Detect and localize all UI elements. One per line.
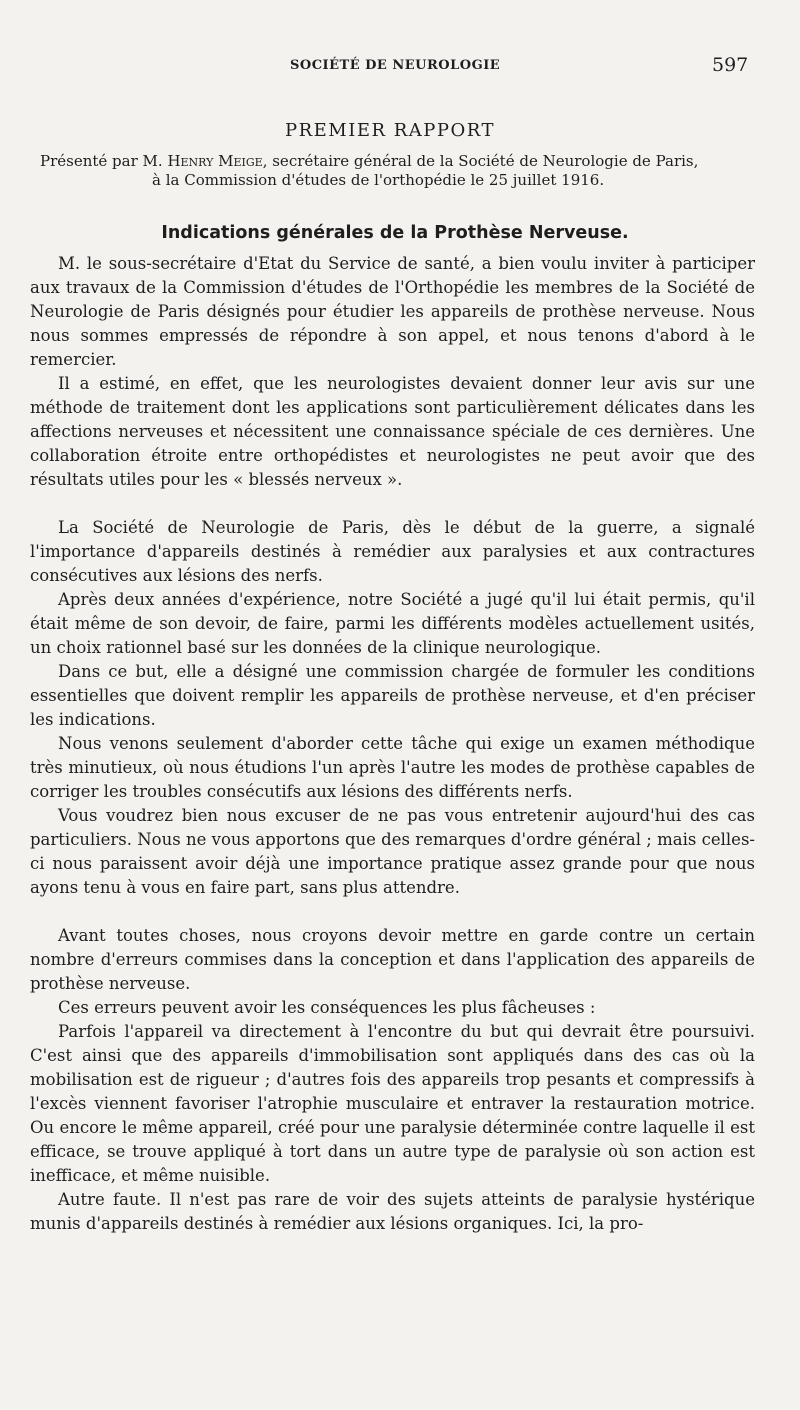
paragraph: Dans ce but, elle a désigné une commission chargée de formuler les conditions essentielles que doivent remplir les appareils de prothèse nerveuse, et d'en préciser les indications.: [30, 662, 755, 729]
paragraph: Avant toutes choses, nous croyons devoir mettre en garde contre un certain nombre d'erreurs commises dans la conception et dans l'application des appareils de prothèse nerveuse.: [30, 926, 755, 993]
section-heading: Indications générales de la Prothèse Nerveuse.: [161, 223, 629, 243]
presenter-note: [40, 152, 760, 190]
paragraph: Autre faute. Il n'est pas rare de voir des sujets atteints de paralysie hystérique munis d'appareils destinés à remédier aux lésions organiques. Ici, la pro-: [30, 1190, 755, 1233]
presenter-name: Henry Meige: [167, 152, 263, 170]
paragraph: M. le sous-secrétaire d'Etat du Service de santé, a bien voulu inviter à participer aux travaux de la Commission d'études de l'Orthopédie les membres de la Société de Neurologie de Paris désignés pour étudier les appareils de prothèse nerveuse. Nous nous sommes empressés de répondre à son appel, et nous tenons d'abord à le remercier.: [30, 254, 755, 369]
paragraph: Il a estimé, en effet, que les neurologistes devaient donner leur avis sur une méthode de traitement dont les applications sont particulièrement délicates dans les affections nerveuses et nécessitent une connaissance spéciale de ces dernières. Une collaboration étroite entre orthopédistes et neurologistes ne peut avoir que des résultats utiles pour les « blessés nerveux ».: [30, 374, 755, 489]
report-title: PREMIER RAPPORT: [284, 120, 496, 141]
presenter-suffix: , secrétaire général de la Société de Neurologie de Paris,: [262, 152, 699, 170]
paragraph: Ces erreurs peuvent avoir les conséquences les plus fâcheuses :: [58, 998, 596, 1017]
running-head: SOCIÉTÉ DE NEUROLOGIE: [290, 58, 501, 73]
paragraph: Après deux années d'expérience, notre Société a jugé qu'il lui était permis, qu'il était même de son devoir, de faire, parmi les différents modèles actuellement usités, un choix rationnel basé sur les données de la clinique neurologique.: [30, 590, 755, 657]
paragraph: Vous voudrez bien nous excuser de ne pas vous entretenir aujourd'hui des cas particuliers. Nous ne vous apportons que des remarques d'ordre général ; mais celles-ci nous paraissent avoir déjà une importance pratique assez grande pour que nous ayons tenu à vous en faire part, sans plus attendre.: [30, 806, 755, 897]
presenter-line2: à la Commission d'études de l'orthopédie le 25 juillet 1916.: [152, 171, 605, 189]
paragraph: La Société de Neurologie de Paris, dès le début de la guerre, a signalé l'importance d'appareils destinés à remédier aux paralysies et aux contractures consécutives aux lésions des nerfs.: [30, 518, 755, 585]
paragraph: Parfois l'appareil va directement à l'encontre du but qui devrait être poursuivi. C'est ainsi que des appareils d'immobilisation sont appliqués dans des cas où la mobilisation est de rigueur ; d'autres fois des appareils trop pesants et compressifs à l'excès viennent favoriser l'atrophie musculaire et entraver la restauration motrice. Ou encore le même appareil, créé pour une paralysie déterminée contre laquelle il est efficace, se trouve appliqué à tort dans un autre type de paralysie où son action est inefficace, et même nuisible.: [30, 1022, 755, 1185]
page-number: 597: [712, 54, 749, 76]
paragraph: Nous venons seulement d'aborder cette tâche qui exige un examen méthodique très minutieux, où nous étudions l'un après l'autre les modes de prothèse capables de corriger les troubles consécutifs aux lésions des différents nerfs.: [30, 734, 755, 801]
body-text: [30, 252, 755, 1236]
presenter-prefix: Présenté par M.: [40, 152, 168, 170]
